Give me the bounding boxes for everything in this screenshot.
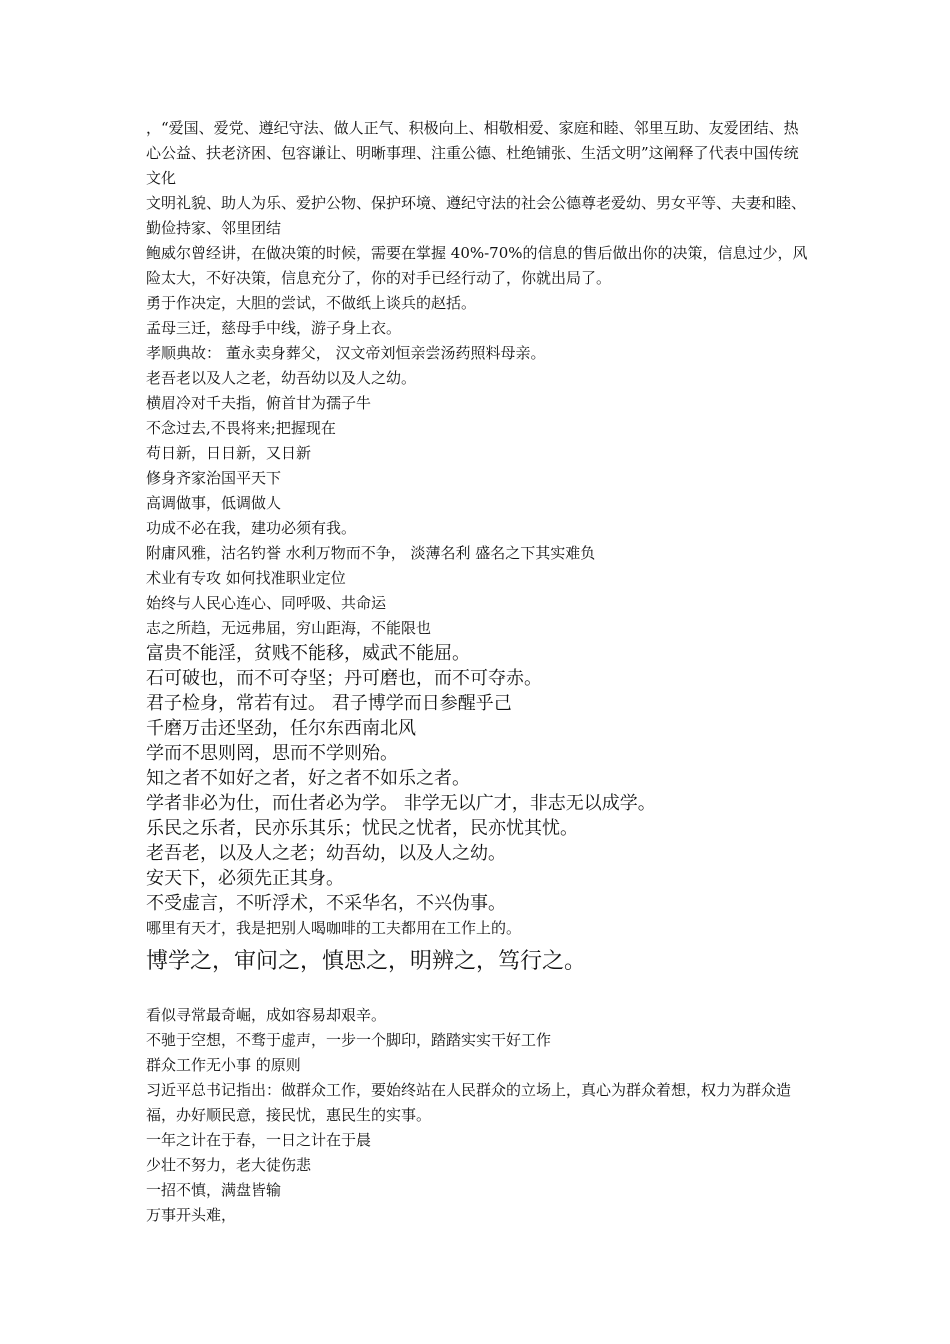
paragraph-13: 功成不必在我，建功必须有我。: [146, 519, 357, 537]
paragraph-30: 博学之，审问之，慎思之，明辨之，笃行之。: [146, 949, 587, 974]
paragraph-6: 孝顺典故： 董永卖身葬父， 汉文帝刘恒亲尝汤药照料母亲。: [146, 344, 546, 362]
paragraph-14: 附庸风雅，沽名钓誉 水利万物而不争， 淡薄名利 盛名之下其实难负: [146, 544, 596, 562]
paragraph-32: 不驰于空想，不骛于虚声，一步一个脚印，踏踏实实干好工作: [146, 1031, 552, 1049]
paragraph-2: 文明礼貌、助人为乐、爱护公物、保护环境、遵纪守法的社会公德尊老爱幼、男女平等、夫妻和睦、勤俭持家、邻里团结: [146, 194, 807, 237]
paragraph-10: 苟日新，日日新，又日新: [146, 444, 312, 462]
paragraph-26: 老吾老，以及人之老；幼吾幼，以及人之幼。: [146, 843, 506, 864]
paragraph-33: 群众工作无小事 的原则: [146, 1056, 301, 1074]
paragraph-28: 不受虚言，不听浮术，不采华名，不兴伪事。: [146, 893, 506, 914]
paragraph-20: 君子检身，常若有过。 君子博学而日参醒乎己: [146, 693, 512, 714]
paragraph-7: 老吾老以及人之老，幼吾幼以及人之幼。: [146, 369, 417, 387]
paragraph-34: 习近平总书记指出：做群众工作，要始终站在人民群众的立场上，真心为群众着想，权力为群众造福，办好顺民意，接民忧，惠民生的实事。: [146, 1081, 792, 1124]
paragraph-18: 富贵不能淫，贫贱不能移，威武不能屈。: [146, 643, 470, 664]
paragraph-11: 修身齐家治国平天下: [146, 469, 282, 487]
paragraph-3: 鲍威尔曾经讲，在做决策的时候，需要在掌握 40%-70%的信息的售后做出你的决策，信息过少，风险太大，不好决策，信息充分了，你的对手已经行动了，你就出局了。: [146, 244, 808, 287]
paragraph-1: ，“爱国、爱党、遵纪守法、做人正气、积极向上、相敬相爱、家庭和睦、邻里互助、友爱团结、热心公益、扶老济困、包容谦让、明晰事理、注重公德、杜绝铺张、生活文明”这阐释了代表中国传统文化: [146, 119, 799, 187]
paragraph-37: 一招不慎，满盘皆输: [146, 1181, 282, 1199]
paragraph-17: 志之所趋，无远弗届，穷山距海，不能限也: [146, 619, 432, 637]
paragraph-12: 高调做事，低调做人: [146, 494, 282, 512]
paragraph-23: 知之者不如好之者，好之者不如乐之者。: [146, 768, 470, 789]
paragraph-21: 千磨万击还坚劲，任尔东西南北风: [146, 718, 416, 739]
paragraph-5: 孟母三迁，慈母手中线，游子身上衣。: [146, 319, 402, 337]
paragraph-15: 术业有专攻 如何找准职业定位: [146, 569, 346, 587]
paragraph-25: 乐民之乐者，民亦乐其乐；忧民之忧者，民亦忧其忧。: [146, 818, 578, 839]
paragraph-4: 勇于作决定，大胆的尝试，不做纸上谈兵的赵括。: [146, 294, 477, 312]
paragraph-36: 少壮不努力，老大徒伤悲: [146, 1156, 312, 1174]
paragraph-8: 横眉冷对千夫指，俯首甘为孺子牛: [146, 394, 372, 412]
paragraph-24: 学者非必为仕，而仕者必为学。 非学无以广才，非志无以成学。: [146, 793, 656, 814]
paragraph-35: 一年之计在于春，一日之计在于晨: [146, 1131, 372, 1149]
document-page: [146, 116, 812, 1228]
paragraph-9: 不念过去,不畏将来;把握现在: [146, 419, 336, 437]
paragraph-19: 石可破也，而不可夺坚；丹可磨也，而不可夺赤。: [146, 668, 542, 689]
paragraph-27: 安天下，必须先正其身。: [146, 868, 344, 889]
paragraph-29: 哪里有天才，我是把别人喝咖啡的工夫都用在工作上的。: [146, 919, 522, 937]
paragraph-16: 始终与人民心连心、同呼吸、共命运: [146, 594, 387, 612]
paragraph-31: 看似寻常最奇崛，成如容易却艰辛。: [146, 1006, 387, 1024]
paragraph-38: 万事开头难，: [146, 1206, 237, 1224]
paragraph-22: 学而不思则罔，思而不学则殆。: [146, 743, 398, 764]
